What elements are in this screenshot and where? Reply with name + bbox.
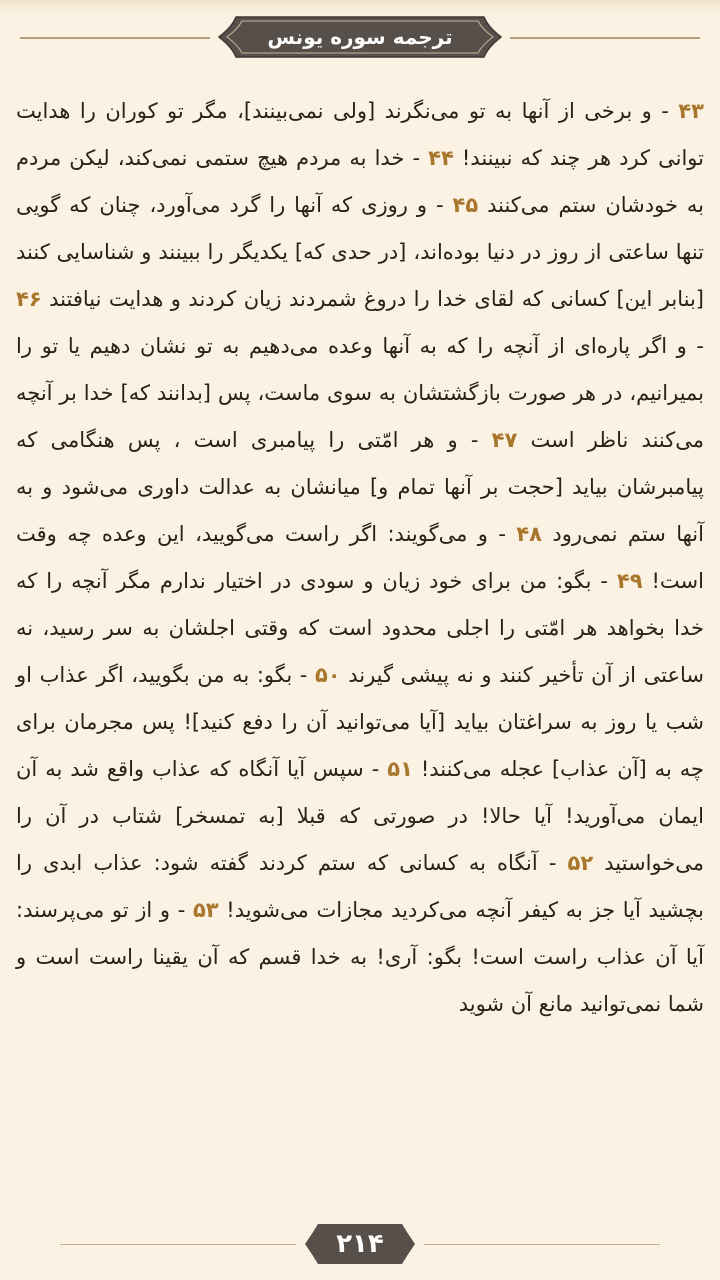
footer-rule-right	[424, 1244, 660, 1245]
top-frame	[0, 0, 720, 12]
header-rule-left	[20, 37, 210, 39]
verse-text: - و برخی از آنها به تو می‌نگرند [ولی نمی‌بینند]، مگر تو کوران را هدایت	[16, 99, 679, 123]
verse-number: ۴۷	[491, 428, 518, 452]
verse-text: مجازات می‌شوید!	[218, 898, 384, 922]
verse-text: هدایت نیافتند	[41, 287, 164, 311]
verse-text: را دفع کنید]! پس مجرمان برای چه به [آن عذاب] عجله می‌کنند!	[16, 710, 704, 781]
verse-number: ۵۰	[314, 663, 341, 687]
page-header	[0, 14, 720, 60]
verse-text: - و می‌گویند: اگر راست می‌گویید،	[195, 522, 517, 546]
page-number-badge	[304, 1222, 416, 1266]
verse-number: ۴۴	[428, 146, 454, 170]
verse-text: به من بگویید، اگر عذاب او شب یا روز به سراغتان بیاید [آیا می‌توانید آن	[16, 663, 704, 734]
verse-number: ۴۵	[452, 193, 479, 217]
verse-text: کردند گفته شود: عذاب ابدی را بچشید آیا جز به کیفر آنچه می‌کردید	[16, 851, 705, 922]
surah-title: ترجمه سوره یونس	[267, 25, 453, 49]
footer-rule-left	[60, 1244, 296, 1245]
verse-text: - و از تو می‌پرسند: آیا آن عذاب راست است! بگو:	[16, 898, 704, 969]
verse-text: - آنگاه به کسانی که ستم	[317, 851, 568, 875]
verse-text: - سپس	[313, 757, 388, 781]
verse-text: - و روزی که آنها را گرد می‌آورد، چنان که	[69, 193, 453, 217]
page-footer	[0, 1222, 720, 1266]
verse-number: ۵۱	[387, 757, 413, 781]
verse-text: - بگو:	[256, 663, 315, 687]
verse-text: - خدا به مردم هیچ ستمی نمی‌کند، لیکن	[69, 146, 429, 170]
verse-text: این وعده چه وقت است!	[16, 522, 704, 593]
verse-number: ۴۶	[16, 287, 42, 311]
verse-text: - بگو: من برای خود زیان و سودی در اختیار	[214, 569, 617, 593]
verse-text: آری! به خدا قسم که آن یقینا راست است و شما نمی‌توانید مانع آن شوید	[16, 945, 704, 1016]
surah-title-badge	[218, 16, 502, 58]
verse-text: داوری می‌شود و به آنها ستم نمی‌رود	[16, 475, 704, 546]
verse-text: اجلشان به سر رسید، نه ساعتی از آن تأخیر کنند و نه پیشی گیرند	[16, 616, 704, 687]
verse-number: ۴۳	[678, 99, 704, 123]
verse-text: ندارم مگر آنچه را که خدا بخواهد هر امّتی را اجلی محدود است که وقتی	[16, 569, 704, 640]
verse-text: توانی کرد هر چند که نبینند!	[453, 146, 704, 170]
verse-text: نشان دهیم یا تو را بمیرانیم، در هر صورت بازگشتشان به سوی ماست، پس	[16, 334, 705, 405]
verse-number: ۵۳	[192, 898, 219, 922]
verse-text: قبلا [به تمسخر] شتاب در آن را می‌خواستید	[16, 804, 704, 875]
verse-number: ۴۸	[516, 522, 542, 546]
verse-text: گویی تنها ساعتی از روز در دنیا بوده‌اند، [در حدی که] یکدیگر را ببینند و	[16, 193, 704, 264]
verse-number: ۵۲	[567, 851, 594, 875]
verse-text: - و اگر پاره‌ای از آنچه را که به آنها وعده می‌دهیم به تو	[196, 334, 704, 358]
verse-text: مردم به خودشان ستم می‌کنند	[16, 146, 704, 217]
verse-text: ، پس هنگامی که پیامبرشان بیاید [حجت بر آنها تمام و] میانشان به عدالت	[16, 428, 704, 499]
translation-text	[16, 88, 704, 1214]
verse-text: شناسایی کنند [بنابر این] کسانی که لقای خدا را دروغ شمردند زیان کردند و	[16, 240, 704, 311]
verse-text: [بدانند که] خدا بر آنچه می‌کنند ناظر است	[16, 381, 704, 452]
header-rule-right	[510, 37, 700, 39]
verse-text: آیا آنگاه که عذاب واقع شد به آن ایمان می‌آورید! آیا حالا! در صورتی که	[16, 757, 704, 828]
verse-number: ۴۹	[616, 569, 643, 593]
page-number: ۲۱۴	[336, 1229, 384, 1259]
verse-text: - و هر امّتی را پیامبری است	[193, 428, 492, 452]
